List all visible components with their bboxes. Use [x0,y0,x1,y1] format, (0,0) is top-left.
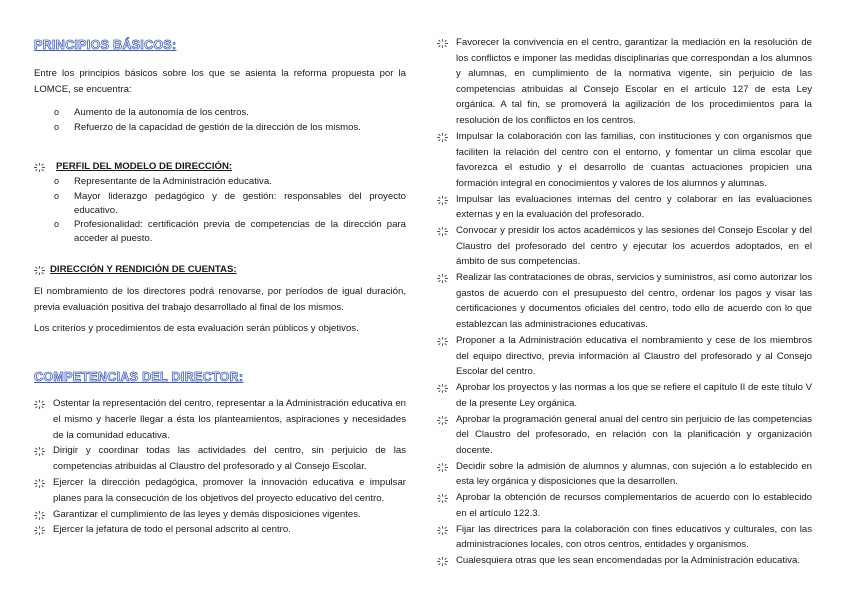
sparkle-bullet-icon [34,400,45,409]
competencias-list-continued [437,35,812,569]
list-item: Aprobar la programación general anual del centro sin perjuicio de las competencias del Claustro del profesorado, en relación con la planificación y organización docente. [437,412,812,459]
list-item: Dirigir y coordinar todas las actividades del centro, sin perjuicio de las competencias atribuidas al Claustro del profesorado y al Consejo Escolar. [34,443,406,475]
list-item: Favorecer la convivencia en el centro, garantizar la mediación en la resolución de los conflictos e imponer las medidas disciplinarias que correspondan a los alumnos y alumnas, en cumplimiento de la normativa vigente, sin perjuicio de las competencias atribuidas al Consejo Escolar en el artículo 127 de esta Ley orgánica. A tal fin, se promoverá la agilización de los procedimientos para la resolución de los conflictos en los centros. [437,35,812,129]
list-item: Impulsar la colaboración con las familias, con instituciones y con organismos que faciliten la relación del centro con el entorno, y fomentar un clima escolar que favorezca el estudio y el desarrollo de cuantas actuaciones propicien una formación integral en conocimientos y valores de los alumnos y alumnas. [437,129,812,191]
direccion-paragraph-2: Los criterios y procedimientos de esta evaluación serán públicos y objetivos. [34,323,359,334]
sparkle-bullet-icon [437,416,448,425]
list-item: o Refuerzo de la capacidad de gestión de la dirección de los mismos. [54,121,361,133]
list-item: Realizar las contrataciones de obras, servicios y suministros, así como autorizar los gastos de acuerdo con el presupuesto del centro, ordenar los pagos y visar las certificaciones y documentos oficiales del centro, todo ello de acuerdo con lo que establezcan las administraciones educativas. [437,270,812,332]
sparkle-bullet-icon [437,337,448,346]
competencias-heading: COMPETENCIAS DEL DIRECTOR: [34,370,244,384]
list-item: Ejercer la jefatura de todo el personal adscrito al centro. [34,522,406,538]
sparkle-bullet-icon [437,384,448,393]
sparkle-bullet-icon [34,163,45,172]
sparkle-bullet-icon [34,266,45,275]
list-item: Fijar las directrices para la colaboración con fines educativos y culturales, con las administraciones locales, con otros centros, entidades y organismos. [437,522,812,553]
list-item: Convocar y presidir los actos académicos y las sesiones del Consejo Escolar y del Claustro del profesorado del centro y ejecutar los acuerdos adoptados, en el ámbito de sus competencias. [437,223,812,270]
circle-bullet-icon: o [54,121,60,132]
list-item: o Representante de la Administración educativa. [54,176,272,187]
list-item: Ejercer la dirección pedagógica, promover la innovación educativa e impulsar planes para la consecución de los objetivos del proyecto educativo del centro. [34,475,406,507]
list-item: Aprobar la obtención de recursos complementarios de acuerdo con lo establecido en el artículo 122.3. [437,490,812,521]
list-item: Garantizar el cumplimiento de las leyes y demás disposiciones vigentes. [34,507,406,523]
sparkle-bullet-icon [34,526,45,535]
competencias-list [34,396,406,538]
list-item: Proponer a la Administración educativa el nombramiento y cese de los miembros del equipo directivo, previa información al Claustro del profesorado y al Consejo Escolar del centro. [437,333,812,380]
circle-bullet-icon: o [54,176,60,186]
direccion-paragraph-1: El nombramiento de los directores podrá renovarse, por períodos de igual duración, previa evaluación positiva del trabajo desarrollado al final de los mismos. [34,286,406,313]
sparkle-bullet-icon [34,511,45,520]
perfil-list [54,175,406,247]
list-item: Impulsar las evaluaciones internas del centro y colaborar en las evaluaciones externas y en la evaluación del profesorado. [437,192,812,223]
principios-list [54,106,406,136]
principios-intro: Entre los principios básicos sobre los que se asienta la reforma propuesta por la LOMCE, se encuentra: [34,68,406,95]
list-item: Aprobar los proyectos y las normas a los que se refiere el capítulo II de este título V de la presente Ley orgánica. [437,380,812,411]
circle-bullet-icon: o [54,107,60,117]
circle-bullet-icon: o [54,219,60,230]
sparkle-bullet-icon [437,557,448,566]
sparkle-bullet-icon [34,479,45,488]
sparkle-bullet-icon [437,494,448,503]
sparkle-bullet-icon [437,196,448,205]
principios-heading: PRINCIPIOS BÁSICOS: [34,38,177,52]
direccion-heading: DIRECCIÓN Y RENDICIÓN DE CUENTAS: [50,264,237,275]
sparkle-bullet-icon [437,526,448,535]
sparkle-bullet-icon [437,133,448,142]
sparkle-bullet-icon [437,463,448,472]
circle-bullet-icon: o [54,190,60,201]
list-item: Ostentar la representación del centro, representar a la Administración educativa en el mismo y hacerle llegar a ésta los planteamientos, aspiraciones y necesidades de la comunidad educativa. [34,396,406,443]
list-item: o Profesionalidad: certificación previa de competencias de la dirección para acceder al puesto. [54,219,406,245]
sparkle-bullet-icon [437,39,448,48]
perfil-heading: PERFIL DEL MODELO DE DIRECCIÓN: [56,161,233,172]
sparkle-bullet-icon [34,447,45,456]
list-item: Cualesquiera otras que les sean encomendadas por la Administración educativa. [437,553,812,569]
sparkle-bullet-icon [437,227,448,236]
sparkle-bullet-icon [437,274,448,283]
list-item: Decidir sobre la admisión de alumnos y alumnas, con sujeción a lo establecido en esta ley orgánica y disposiciones que la desarrollen. [437,459,812,490]
list-item: o Mayor liderazgo pedagógico y de gestión: responsables del proyecto educativo. [54,190,406,216]
list-item: o Aumento de la autonomía de los centros. [54,107,249,118]
